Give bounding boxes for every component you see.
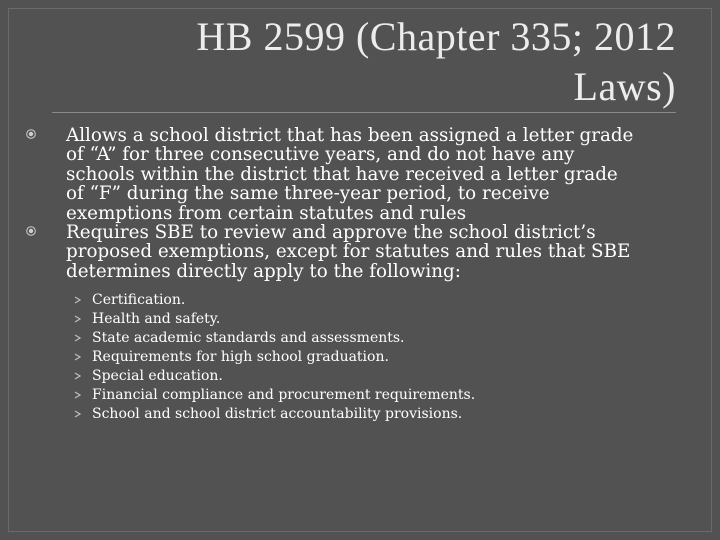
target-bullet-icon [26,226,36,236]
bullet-item-1 [24,126,684,223]
sub-bullet-item [70,367,684,386]
bullet-line: proposed exemptions, except for statutes and rules that SBE [66,241,631,263]
sub-bullet-text: Requirements for high school graduation. [92,348,389,365]
target-bullet-icon [26,129,36,139]
slide-title-line-2: Laws) [573,64,676,109]
sub-bullet-list [70,291,684,423]
sub-bullet-item [70,310,684,329]
sub-bullet-item [70,329,684,348]
bullet-line: of “A” for three consecutive years, and do not have any [66,144,575,166]
bullet-line: Requires SBE to review and approve the school district’s [66,222,596,244]
sub-bullet-item [70,348,684,367]
bullet-line: schools within the district that have received a letter grade [66,163,618,185]
bullet-line: exemptions from certain statutes and rules [66,202,467,224]
sub-bullet-item [70,386,684,405]
slide-title [116,12,676,112]
sub-bullet-text: State academic standards and assessments. [92,330,405,347]
slide-content [24,126,684,424]
sub-bullet-text: Health and safety. [92,311,221,328]
sub-bullet-text: Certification. [92,292,186,309]
bullet-line: of “F” during the same three-year period, to receive [66,183,550,205]
arrow-bullet-icon [74,353,81,361]
arrow-bullet-icon [74,296,81,304]
arrow-bullet-icon [74,391,81,399]
arrow-bullet-icon [74,334,81,342]
bullet-item-2 [24,223,684,281]
sub-bullet-text: School and school district accountability provisions. [92,405,463,422]
title-divider [52,112,676,113]
arrow-bullet-icon [74,372,81,380]
bullet-line: Allows a school district that has been assigned a letter grade [66,125,634,146]
sub-bullet-item [70,291,684,310]
sub-bullet-item [70,405,684,424]
arrow-bullet-icon [74,410,81,418]
bullet-line: determines directly apply to the following: [66,260,461,282]
sub-bullet-text: Special education. [92,367,223,384]
sub-bullet-text: Financial compliance and procurement requirements. [92,386,476,403]
slide-title-line-1: HB 2599 (Chapter 335; 2012 [196,14,676,59]
arrow-bullet-icon [74,315,81,323]
